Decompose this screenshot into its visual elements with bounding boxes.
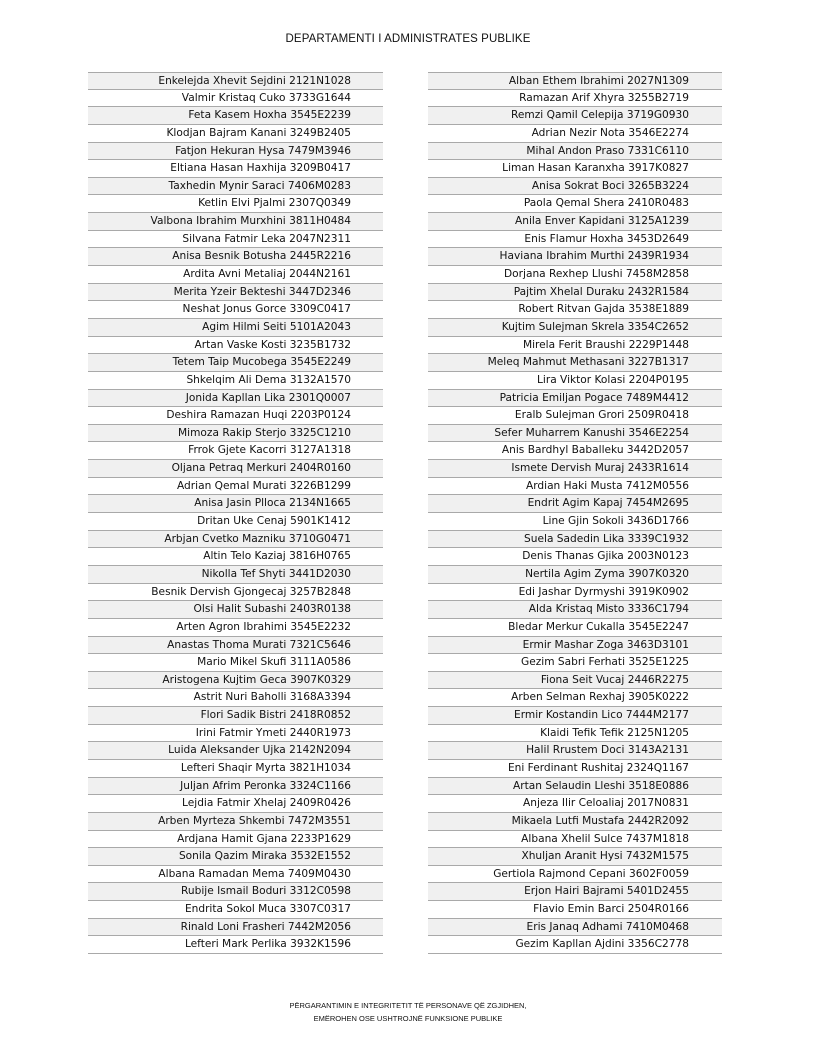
list-item: Mirela Ferit Braushi 2229P1448 (428, 337, 722, 355)
list-item: Mimoza Rakip Sterjo 3325C1210 (88, 425, 383, 443)
list-item: Jonida Kapllan Lika 2301Q0007 (88, 390, 383, 408)
list-item: Astrit Nuri Baholli 3168A3394 (88, 689, 383, 707)
list-item: Flavio Emin Barci 2504R0166 (428, 901, 722, 919)
list-item: Eltiana Hasan Haxhija 3209B0417 (88, 160, 383, 178)
list-item: Mario Mikel Skufi 3111A0586 (88, 654, 383, 672)
list-item: Erjon Hairi Bajrami 5401D2455 (428, 883, 722, 901)
list-item: Klodjan Bajram Kanani 3249B2405 (88, 125, 383, 143)
list-item: Mikaela Lutfi Mustafa 2442R2092 (428, 813, 722, 831)
list-item: Haviana Ibrahim Murthi 2439R1934 (428, 248, 722, 266)
list-item: Tetem Taip Mucobega 3545E2249 (88, 354, 383, 372)
list-item: Gezim Sabri Ferhati 3525E1225 (428, 654, 722, 672)
list-item: Eni Ferdinant Rushitaj 2324Q1167 (428, 760, 722, 778)
list-item: Lira Viktor Kolasi 2204P0195 (428, 372, 722, 390)
list-item: Merita Yzeir Bekteshi 3447D2346 (88, 284, 383, 302)
list-item: Alda Kristaq Misto 3336C1794 (428, 601, 722, 619)
list-item: Anis Bardhyl Baballeku 3442D2057 (428, 442, 722, 460)
list-item: Klaidi Tefik Tefik 2125N1205 (428, 725, 722, 743)
list-item: Lefteri Shaqir Myrta 3821H1034 (88, 760, 383, 778)
list-item: Halil Rrustem Doci 3143A2131 (428, 742, 722, 760)
list-item: Endrita Sokol Muca 3307C0317 (88, 901, 383, 919)
list-item: Juljan Afrim Peronka 3324C1166 (88, 778, 383, 796)
list-item: Ardjana Hamit Gjana 2233P1629 (88, 831, 383, 849)
footer-line-1: PËRGARANTIMIN E INTEGRITETIT TË PERSONAVE QË ZGJIDHEN, (289, 1001, 527, 1010)
list-item: Mihal Andon Praso 7331C6110 (428, 143, 722, 161)
list-item: Suela Sadedin Lika 3339C1932 (428, 531, 722, 549)
list-item: Paola Qemal Shera 2410R0483 (428, 195, 722, 213)
list-item: Dorjana Rexhep Llushi 7458M2858 (428, 266, 722, 284)
footer-line-2: EMËROHEN OSE USHTROJNË FUNKSIONE PUBLIKE (313, 1014, 503, 1023)
list-item: Eralb Sulejman Grori 2509R0418 (428, 407, 722, 425)
list-item: Patricia Emiljan Pogace 7489M4412 (428, 390, 722, 408)
list-item: Albana Ramadan Mema 7409M0430 (88, 866, 383, 884)
list-item: Rinald Loni Frasheri 7442M2056 (88, 919, 383, 937)
list-item: Pajtim Xhelal Duraku 2432R1584 (428, 284, 722, 302)
page-title: DEPARTAMENTI I ADMINISTRATES PUBLIKE (285, 33, 531, 45)
list-item: Adrian Qemal Murati 3226B1299 (88, 478, 383, 496)
list-item: Ramazan Arif Xhyra 3255B2719 (428, 90, 722, 108)
list-item: Nertila Agim Zyma 3907K0320 (428, 566, 722, 584)
list-item: Luida Aleksander Ujka 2142N2094 (88, 742, 383, 760)
list-item: Flori Sadik Bistri 2418R0852 (88, 707, 383, 725)
list-item: Gezim Kapllan Ajdini 3356C2778 (428, 936, 722, 954)
list-item: Feta Kasem Hoxha 3545E2239 (88, 107, 383, 125)
list-item: Anjeza Ilir Celoaliaj 2017N0831 (428, 795, 722, 813)
list-item: Sefer Muharrem Kanushi 3546E2254 (428, 425, 722, 443)
list-item: Fatjon Hekuran Hysa 7479M3946 (88, 143, 383, 161)
list-item: Robert Ritvan Gajda 3538E1889 (428, 301, 722, 319)
list-item: Valbona Ibrahim Murxhini 3811H0484 (88, 213, 383, 231)
list-item: Anisa Jasin Plloca 2134N1665 (88, 495, 383, 513)
list-item: Albana Xhelil Sulce 7437M1818 (428, 831, 722, 849)
list-item: Arben Myrteza Shkembi 7472M3551 (88, 813, 383, 831)
list-item: Rubije Ismail Boduri 3312C0598 (88, 883, 383, 901)
list-item: Aristogena Kujtim Geca 3907K0329 (88, 672, 383, 690)
list-item: Artan Selaudin Lleshi 3518E0886 (428, 778, 722, 796)
list-item: Xhuljan Aranit Hysi 7432M1575 (428, 848, 722, 866)
list-item: Olsi Halit Subashi 2403R0138 (88, 601, 383, 619)
list-item: Arbjan Cvetko Mazniku 3710G0471 (88, 531, 383, 549)
list-item: Adrian Nezir Nota 3546E2274 (428, 125, 722, 143)
list-item: Artan Vaske Kosti 3235B1732 (88, 337, 383, 355)
list-item: Irini Fatmir Ymeti 2440R1973 (88, 725, 383, 743)
list-item: Oljana Petraq Merkuri 2404R0160 (88, 460, 383, 478)
list-item: Remzi Qamil Celepija 3719G0930 (428, 107, 722, 125)
list-item: Denis Thanas Gjika 2003N0123 (428, 548, 722, 566)
list-item: Kujtim Sulejman Skrela 3354C2652 (428, 319, 722, 337)
list-item: Lefteri Mark Perlika 3932K1596 (88, 936, 383, 954)
list-item: Nikolla Tef Shyti 3441D2030 (88, 566, 383, 584)
list-item: Gertiola Rajmond Cepani 3602F0059 (428, 866, 722, 884)
list-item: Edi Jashar Dyrmyshi 3919K0902 (428, 584, 722, 602)
list-item: Ermir Mashar Zoga 3463D3101 (428, 637, 722, 655)
list-item: Eris Janaq Adhami 7410M0468 (428, 919, 722, 937)
list-item: Ardita Avni Metaliaj 2044N2161 (88, 266, 383, 284)
list-item: Alban Ethem Ibrahimi 2027N1309 (428, 72, 722, 90)
list-item: Liman Hasan Karanxha 3917K0827 (428, 160, 722, 178)
list-item: Endrit Agim Kapaj 7454M2695 (428, 495, 722, 513)
list-item: Besnik Dervish Gjongecaj 3257B2848 (88, 584, 383, 602)
list-item: Anila Enver Kapidani 3125A1239 (428, 213, 722, 231)
list-item: Lejdia Fatmir Xhelaj 2409R0426 (88, 795, 383, 813)
list-item: Deshira Ramazan Huqi 2203P0124 (88, 407, 383, 425)
list-item: Valmir Kristaq Cuko 3733G1644 (88, 90, 383, 108)
list-item: Anisa Sokrat Boci 3265B3224 (428, 178, 722, 196)
list-item: Meleq Mahmut Methasani 3227B1317 (428, 354, 722, 372)
right-name-list (428, 72, 722, 954)
list-item: Arten Agron Ibrahimi 3545E2232 (88, 619, 383, 637)
list-item: Ermir Kostandin Lico 7444M2177 (428, 707, 722, 725)
list-item: Fiona Seit Vucaj 2446R2275 (428, 672, 722, 690)
list-item: Ismete Dervish Muraj 2433R1614 (428, 460, 722, 478)
list-item: Anisa Besnik Botusha 2445R2216 (88, 248, 383, 266)
list-item: Enkelejda Xhevit Sejdini 2121N1028 (88, 72, 383, 90)
list-item: Frrok Gjete Kacorri 3127A1318 (88, 442, 383, 460)
list-item: Silvana Fatmir Leka 2047N2311 (88, 231, 383, 249)
list-item: Neshat Jonus Gorce 3309C0417 (88, 301, 383, 319)
list-item: Dritan Uke Cenaj 5901K1412 (88, 513, 383, 531)
list-item: Shkelqim Ali Dema 3132A1570 (88, 372, 383, 390)
list-item: Taxhedin Mynir Saraci 7406M0283 (88, 178, 383, 196)
list-item: Enis Flamur Hoxha 3453D2649 (428, 231, 722, 249)
list-item: Ardian Haki Musta 7412M0556 (428, 478, 722, 496)
list-item: Bledar Merkur Cukalla 3545E2247 (428, 619, 722, 637)
left-name-list (88, 72, 383, 954)
page-footer (0, 999, 816, 1025)
list-item: Sonila Qazim Miraka 3532E1552 (88, 848, 383, 866)
list-item: Anastas Thoma Murati 7321C5646 (88, 637, 383, 655)
list-item: Ketlin Elvi Pjalmi 2307Q0349 (88, 195, 383, 213)
list-item: Arben Selman Rexhaj 3905K0222 (428, 689, 722, 707)
list-item: Line Gjin Sokoli 3436D1766 (428, 513, 722, 531)
list-item: Agim Hilmi Seiti 5101A2043 (88, 319, 383, 337)
list-item: Altin Telo Kaziaj 3816H0765 (88, 548, 383, 566)
